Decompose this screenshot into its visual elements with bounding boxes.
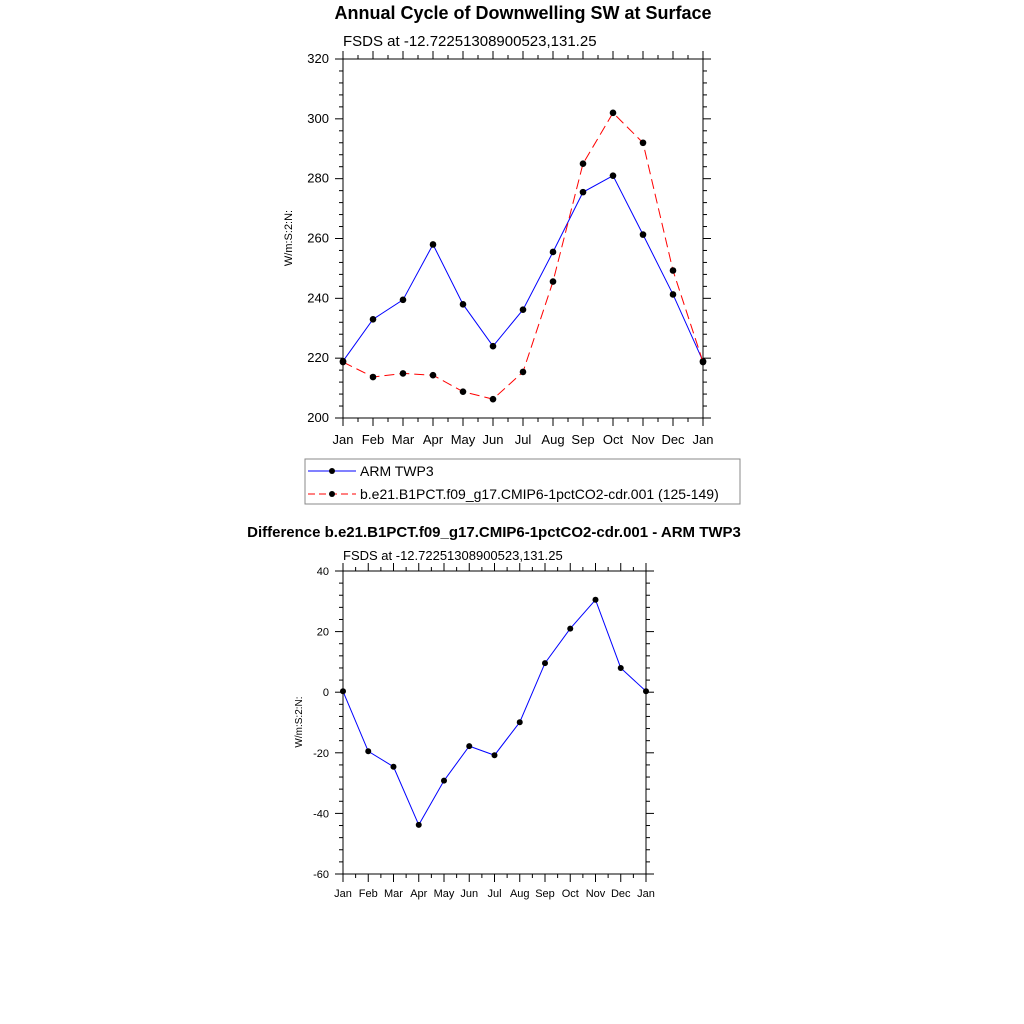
series-1-point: [430, 372, 437, 379]
x-tick-label: Jun: [482, 432, 504, 447]
x-tick-label: May: [433, 888, 455, 900]
x-tick-label: Dec: [661, 432, 685, 447]
series-0-point: [416, 822, 422, 828]
chart1-y-axis-label: W/m:S:2:N:: [283, 209, 295, 267]
series-0-point: [430, 241, 437, 248]
y-tick-label: -20: [313, 747, 329, 760]
chart1-subtitle: FSDS at -12.72251308900523,131.25: [343, 33, 597, 50]
series-1-point: [400, 370, 407, 377]
series-1-point: [610, 110, 617, 117]
series-0-point: [466, 743, 472, 749]
chart2-title: Difference b.e21.B1PCT.f09_g17.CMIP6-1pctCO2-cdr.001 - ARM TWP3: [247, 524, 741, 541]
x-tick-label: Mar: [391, 432, 415, 447]
series-0-point: [490, 343, 497, 350]
x-tick-label: Sep: [571, 432, 595, 447]
x-tick-label: Jan: [637, 888, 655, 900]
series-0-point: [643, 688, 649, 694]
x-tick-label: Mar: [384, 888, 403, 900]
legend-marker-arm: [329, 468, 335, 474]
y-tick-label: 300: [307, 110, 329, 126]
series-0-point: [670, 291, 677, 298]
series-0-point: [580, 189, 587, 196]
x-tick-label: Oct: [602, 432, 624, 447]
legend-label-arm: ARM TWP3: [360, 463, 434, 479]
x-tick-label: Jan: [332, 432, 354, 447]
chart1-title: Annual Cycle of Downwelling SW at Surface: [334, 3, 712, 23]
y-tick-label: -60: [313, 869, 329, 881]
series-0-point: [391, 764, 397, 770]
x-tick-label: Jun: [460, 888, 479, 900]
series-1-point: [370, 374, 377, 381]
series-1-point: [580, 160, 587, 167]
x-tick-label: Sep: [535, 888, 555, 900]
chart1-plot-area: [340, 110, 707, 403]
y-tick-label: 0: [322, 687, 329, 700]
plot-frame: [343, 571, 646, 874]
series-0-point: [400, 297, 407, 304]
x-tick-label: Aug: [509, 888, 530, 900]
series-0-point: [365, 748, 371, 754]
legend-marker-model: [329, 491, 335, 497]
series-1-point: [700, 359, 707, 366]
series-0-point: [441, 778, 447, 784]
x-tick-label: Feb: [361, 432, 385, 447]
series-0-point: [567, 626, 573, 632]
x-tick-label: Jan: [692, 432, 714, 447]
series-0-point: [492, 752, 498, 758]
series-0-point: [340, 688, 346, 694]
x-tick-label: Nov: [631, 432, 655, 447]
y-tick-label: 240: [307, 290, 329, 306]
series-1-point: [340, 359, 347, 366]
series-0-point: [610, 172, 617, 179]
x-tick-label: Jul: [487, 888, 502, 900]
y-tick-label: 320: [307, 51, 329, 66]
y-tick-label: 40: [316, 566, 329, 578]
x-tick-label: Nov: [585, 888, 606, 900]
y-tick-label: -40: [313, 808, 329, 821]
series-0-point: [593, 597, 599, 603]
legend-label-model: b.e21.B1PCT.f09_g17.CMIP6-1pctCO2-cdr.001 (125-149): [360, 486, 719, 502]
chart2-plot-area: [340, 597, 649, 828]
x-tick-label: Aug: [541, 432, 565, 447]
x-tick-label: Jul: [514, 432, 532, 447]
x-tick-label: Apr: [422, 432, 444, 447]
y-tick-label: 220: [307, 350, 329, 366]
series-1-point: [550, 278, 557, 285]
x-tick-label: Oct: [561, 888, 579, 900]
series-line-0: [343, 176, 703, 361]
series-0-point: [520, 306, 527, 313]
chart2-subtitle: FSDS at -12.72251308900523,131.25: [343, 548, 563, 563]
series-1-point: [490, 396, 497, 403]
x-tick-label: Dec: [610, 888, 631, 900]
series-1-point: [670, 267, 677, 274]
chart2-y-axis-label: W/m:S:2:N:: [294, 696, 305, 748]
chart2-axes: [313, 563, 655, 900]
y-tick-label: 200: [307, 410, 329, 425]
chart1-axes: [307, 51, 713, 447]
series-1-point: [520, 369, 527, 376]
series-0-point: [640, 231, 647, 238]
x-tick-label: Feb: [358, 888, 378, 900]
series-0-point: [370, 316, 377, 323]
series-1-point: [640, 139, 647, 146]
series-line-1: [343, 113, 703, 399]
x-tick-label: Apr: [410, 888, 428, 900]
plot-frame: [343, 59, 703, 418]
series-line-0: [343, 600, 646, 825]
series-0-point: [542, 660, 548, 666]
chart1-legend: [305, 459, 740, 504]
x-tick-label: May: [450, 432, 476, 447]
series-0-point: [460, 301, 467, 308]
series-0-point: [517, 719, 523, 725]
series-0-point: [618, 665, 624, 671]
series-0-point: [550, 249, 557, 256]
series-1-point: [460, 388, 467, 395]
y-tick-label: 20: [316, 626, 329, 639]
x-tick-label: Jan: [334, 888, 352, 900]
y-tick-label: 280: [307, 170, 329, 186]
y-tick-label: 260: [307, 230, 329, 246]
